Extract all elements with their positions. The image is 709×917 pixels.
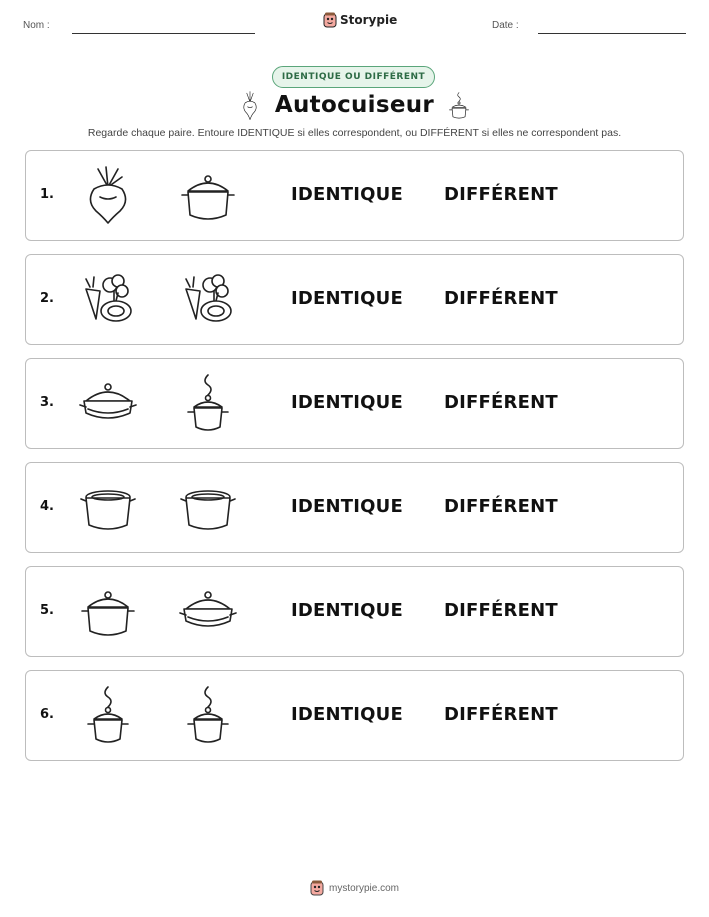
- identique-option[interactable]: IDENTIQUE: [291, 600, 403, 621]
- beet-icon: [78, 165, 138, 225]
- different-option[interactable]: DIFFÉRENT: [444, 184, 558, 205]
- instructions: Regarde chaque paire. Entoure IDENTIQUE si elles correspondent, ou DIFFÉRENT si elles ne correspondent pas.: [87, 127, 622, 139]
- identique-option[interactable]: IDENTIQUE: [291, 392, 403, 413]
- row-number: 2.: [40, 291, 54, 306]
- storypie-mascot-icon: [310, 880, 324, 896]
- worksheet-type-badge: IDENTIQUE OU DIFFÉRENT: [272, 66, 435, 88]
- pair-row-1: [25, 150, 684, 241]
- identique-option[interactable]: IDENTIQUE: [291, 496, 403, 517]
- brand-name: Storypie: [340, 13, 398, 27]
- different-option[interactable]: DIFFÉRENT: [444, 600, 558, 621]
- brand-logo: [323, 12, 397, 28]
- vegetables-meat-icon: [78, 269, 138, 329]
- pair-row-3: [25, 358, 684, 449]
- date-label: Date :: [492, 20, 519, 31]
- steaming-pot-icon: [78, 685, 138, 745]
- footer-url[interactable]: mystorypie.com: [328, 882, 399, 894]
- pair-row-6: [25, 670, 684, 761]
- open-pot-icon: [178, 477, 238, 537]
- name-label: Nom :: [23, 20, 50, 31]
- different-option[interactable]: DIFFÉRENT: [444, 704, 558, 725]
- row-number: 6.: [40, 707, 54, 722]
- title-steaming-pot-icon: [446, 90, 472, 122]
- pair-row-4: [25, 462, 684, 553]
- steaming-pot-icon: [178, 685, 238, 745]
- row-number: 1.: [40, 187, 54, 202]
- pot-with-lid-icon: [178, 165, 238, 225]
- page-title: Autocuiseur: [274, 92, 435, 118]
- identique-option[interactable]: IDENTIQUE: [291, 288, 403, 309]
- open-pot-icon: [78, 477, 138, 537]
- pot-with-lid-icon: [78, 581, 138, 641]
- row-number: 4.: [40, 499, 54, 514]
- identique-option[interactable]: IDENTIQUE: [291, 184, 403, 205]
- storypie-mascot-icon: [323, 12, 337, 28]
- row-number: 5.: [40, 603, 54, 618]
- row-number: 3.: [40, 395, 54, 410]
- pair-row-5: [25, 566, 684, 657]
- different-option[interactable]: DIFFÉRENT: [444, 288, 558, 309]
- name-line[interactable]: [72, 33, 255, 34]
- steaming-pot-icon: [178, 373, 238, 433]
- identique-option[interactable]: IDENTIQUE: [291, 704, 403, 725]
- wide-pan-lid-icon: [178, 581, 238, 641]
- vegetables-meat-icon: [178, 269, 238, 329]
- different-option[interactable]: DIFFÉRENT: [444, 392, 558, 413]
- pair-row-2: [25, 254, 684, 345]
- different-option[interactable]: DIFFÉRENT: [444, 496, 558, 517]
- footer: [0, 880, 709, 896]
- wide-pan-lid-icon: [78, 373, 138, 433]
- date-line[interactable]: [538, 33, 686, 34]
